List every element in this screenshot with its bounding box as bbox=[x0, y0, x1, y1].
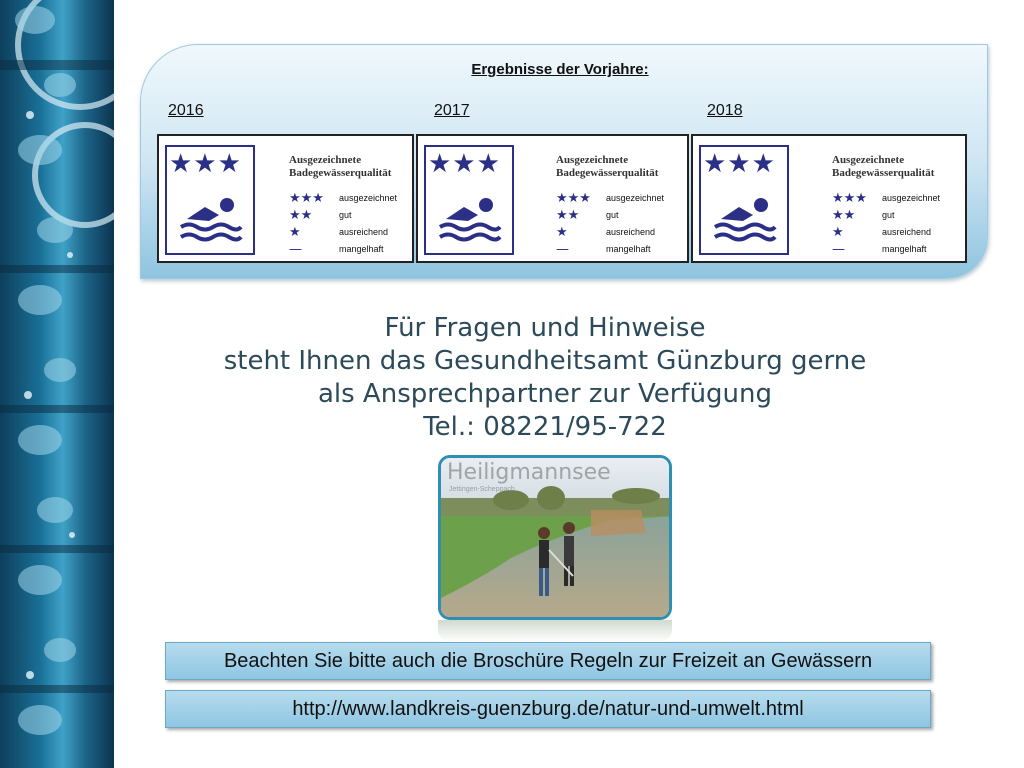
three-stars-icon: ★★★ bbox=[703, 149, 776, 179]
year-label-2018: 2018 bbox=[707, 102, 743, 119]
photo-reflection bbox=[438, 620, 672, 642]
legend-stars-icon: ★ bbox=[289, 225, 301, 240]
legend-label: ausreichend bbox=[882, 227, 932, 237]
info-line-3: als Ansprechpartner zur Verfügung bbox=[317, 379, 773, 409]
three-stars-icon: ★★★ bbox=[428, 149, 501, 179]
year-label-2016: 2016 bbox=[168, 102, 204, 119]
legend-stars-icon: ★ bbox=[556, 225, 568, 240]
legend-label: ausreichend bbox=[606, 227, 656, 237]
info-line-1: Für Fragen und Hinweise bbox=[384, 313, 706, 343]
legend-dash-icon: — bbox=[832, 242, 845, 257]
swimmer-icon bbox=[713, 195, 777, 243]
legend-label: ausgezeichnet bbox=[339, 193, 398, 203]
swimmer-sign bbox=[165, 145, 255, 255]
legend-label: mangelhaft bbox=[882, 244, 927, 254]
legend-dash-icon: — bbox=[289, 242, 302, 257]
website-link[interactable]: http://www.landkreis-guenzburg.de/natur-und-umwelt.html bbox=[165, 690, 931, 728]
legend-stars-icon: ★★ bbox=[289, 208, 313, 223]
quality-title: Ausgezeichnete Badegewässerqualität bbox=[556, 154, 659, 179]
three-stars-icon: ★★★ bbox=[169, 149, 242, 179]
swimmer-sign bbox=[424, 145, 514, 255]
phone-number: Tel.: 08221/95-722 bbox=[423, 412, 667, 442]
legend-stars-icon: ★★★ bbox=[556, 191, 591, 206]
legend-label: mangelhaft bbox=[606, 244, 651, 254]
quality-badge-2017 bbox=[416, 134, 689, 263]
brochure-link[interactable]: Beachten Sie bitte auch die Broschüre Regeln zur Freizeit an Gewässern bbox=[165, 642, 931, 680]
quality-badge-2016 bbox=[157, 134, 414, 263]
info-line-2: steht Ihnen das Gesundheitsamt Günzburg gerne bbox=[223, 346, 867, 376]
legend-stars-icon: ★ bbox=[832, 225, 844, 240]
legend-stars-icon: ★★★ bbox=[832, 191, 867, 206]
legend-label: ausgezeichnet bbox=[606, 193, 665, 203]
legend-stars-icon: ★★★ bbox=[289, 191, 324, 206]
swimmer-icon bbox=[438, 195, 502, 243]
quality-title: Ausgezeichnete Badegewässerqualität bbox=[289, 154, 392, 179]
legend-label: ausreichend bbox=[339, 227, 389, 237]
legend-stars-icon: ★★ bbox=[556, 208, 580, 223]
legend-label: gut bbox=[339, 210, 352, 220]
legend-stars-icon: ★★ bbox=[832, 208, 856, 223]
photo-title: Heiligmannsee bbox=[447, 460, 611, 485]
legend-dash-icon: — bbox=[556, 242, 569, 257]
quality-badge-2018 bbox=[691, 134, 967, 263]
legend-label: gut bbox=[882, 210, 895, 220]
year-label-2017: 2017 bbox=[434, 102, 470, 119]
quality-title: Ausgezeichnete Badegewässerqualität bbox=[832, 154, 935, 179]
water-drop-decoration bbox=[0, 0, 114, 768]
photo-subtitle: Jettingen-Scheppach bbox=[449, 486, 515, 493]
swimmer-sign bbox=[699, 145, 789, 255]
legend-label: ausgezeichnet bbox=[882, 193, 941, 203]
results-title: Ergebnisse der Vorjahre: bbox=[471, 61, 649, 78]
legend-label: mangelhaft bbox=[339, 244, 384, 254]
legend-label: gut bbox=[606, 210, 619, 220]
lake-photo bbox=[438, 455, 672, 620]
swimmer-icon bbox=[179, 195, 243, 243]
